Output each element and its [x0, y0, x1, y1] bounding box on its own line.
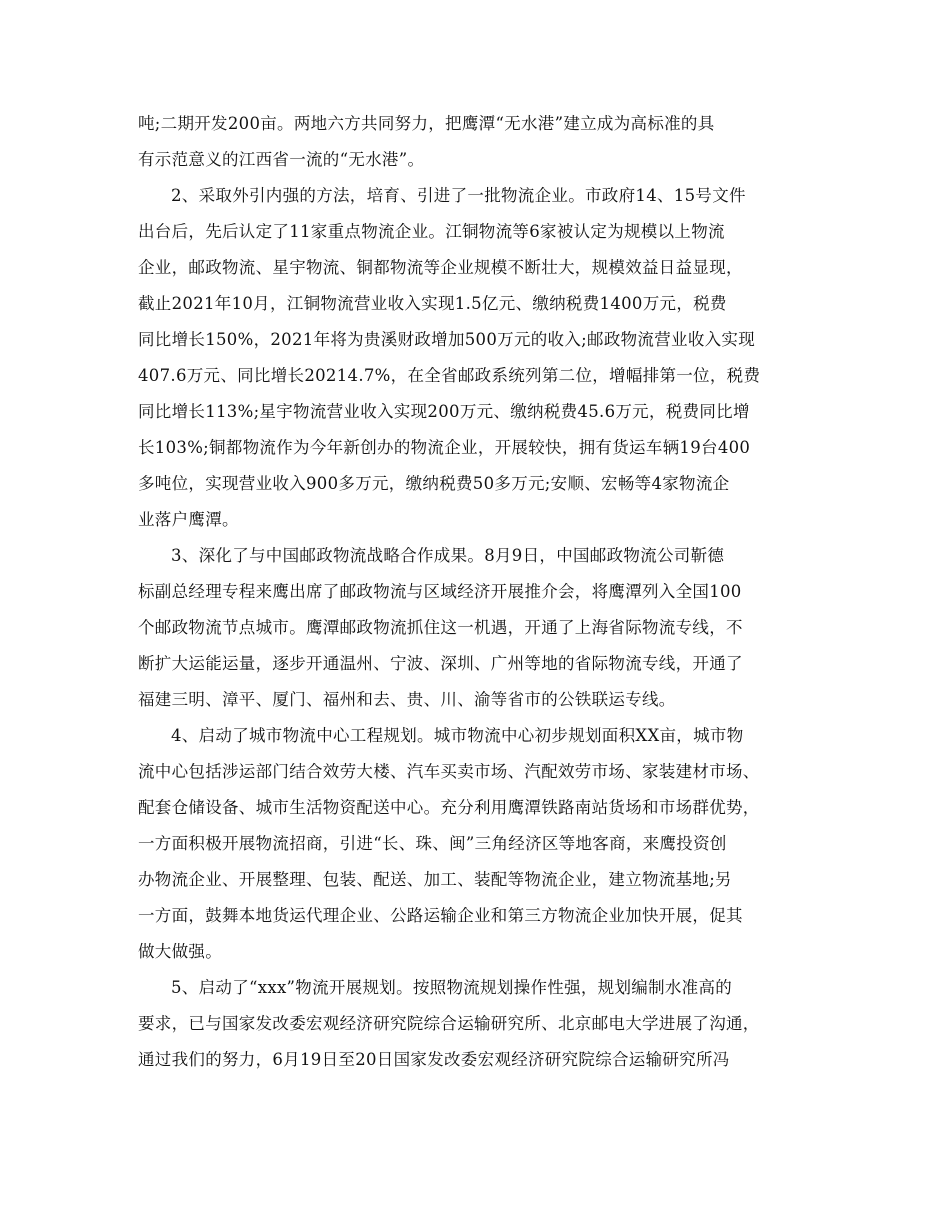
- text-line: 4、启动了城市物流中心工程规划。城市物流中心初步规划面积XX亩，城市物: [171, 726, 744, 745]
- text-line: 407.6万元、同比增长20214.7%，在全省邮政系统列第二位，增幅排第一位，税费: [138, 366, 761, 385]
- text-line: 个邮政物流节点城市。鹰潭邮政物流抓住这一机遇，开通了上海省际物流专线，不: [138, 618, 743, 637]
- document-page: [138, 106, 810, 1078]
- text-line: 配套仓储设备、城市生活物资配送中心。充分利用鹰潭铁路南站货场和市场群优势，: [138, 798, 760, 817]
- text-line: 一方面积极开展物流招商，引进“长、珠、闽”三角经济区等地客商，来鹰投资创: [138, 834, 727, 853]
- text-line: 5、启动了“xxx”物流开展规划。按照物流规划操作性强，规划编制水准高的: [171, 978, 733, 997]
- text-line: 做大做强。: [138, 942, 222, 961]
- text-line: 出台后，先后认定了11家重点物流企业。江铜物流等6家被认定为规模以上物流: [138, 222, 725, 241]
- paragraph-3: [138, 538, 810, 718]
- paragraph-4: [138, 718, 810, 970]
- text-line: 有示范意义的江西省一流的“无水港”。: [138, 150, 425, 169]
- text-line: 流中心包括涉运部门结合效劳大楼、汽车买卖市场、汽配效劳市场、家装建材市场、: [138, 762, 760, 781]
- text-line: 3、深化了与中国邮政物流战略合作成果。8月9日，中国邮政物流公司靳德: [171, 546, 725, 565]
- text-line: 要求，已与国家发改委宏观经济研究院综合运输研究所、北京邮电大学进展了沟通，: [138, 1014, 760, 1033]
- paragraph-5: [138, 970, 810, 1078]
- text-line: 长103%;铜都物流作为今年新创办的物流企业，开展较快，拥有货运车辆19台400: [138, 438, 751, 457]
- text-line: 业落户鹰潭。: [138, 510, 239, 529]
- text-line: 通过我们的努力，6月19日至20日国家发改委宏观经济研究院综合运输研究所冯: [138, 1050, 730, 1069]
- text-line: 企业，邮政物流、星宇物流、铜都物流等企业规模不断壮大，规模效益日益显现，: [138, 258, 743, 277]
- text-line: 标副总经理专程来鹰出席了邮政物流与区域经济开展推介会，将鹰潭列入全国100: [138, 582, 742, 601]
- text-line: 断扩大运能运量，逐步开通温州、宁波、深圳、广州等地的省际物流专线，开通了: [138, 654, 743, 673]
- text-line: 同比增长150%，2021年将为贵溪财政增加500万元的收入;邮政物流营业收入实现: [138, 330, 756, 349]
- text-line: 同比增长113%;星宇物流营业收入实现200万元、缴纳税费45.6万元，税费同比增: [138, 402, 750, 421]
- text-line: 2、采取外引内强的方法，培育、引进了一批物流企业。市政府14、15号文件: [171, 186, 746, 205]
- text-line: 多吨位，实现营业收入900多万元，缴纳税费50多万元;安顺、宏畅等4家物流企: [138, 474, 730, 493]
- paragraph-2: [138, 178, 810, 538]
- text-line: 截止2021年10月，江铜物流营业收入实现1.5亿元、缴纳税费1400万元，税费: [138, 294, 727, 313]
- text-line: 福建三明、漳平、厦门、福州和去、贵、川、渝等省市的公铁联运专线。: [138, 690, 676, 709]
- text-line: 办物流企业、开展整理、包装、配送、加工、装配等物流企业，建立物流基地;另: [138, 870, 732, 889]
- text-line: 一方面，鼓舞本地货运代理企业、公路运输企业和第三方物流企业加快开展，促其: [138, 906, 743, 925]
- paragraph-1: [138, 106, 810, 178]
- text-line: 吨;二期开发200亩。两地六方共同努力，把鹰潭“无水港”建立成为高标准的具: [138, 114, 715, 133]
